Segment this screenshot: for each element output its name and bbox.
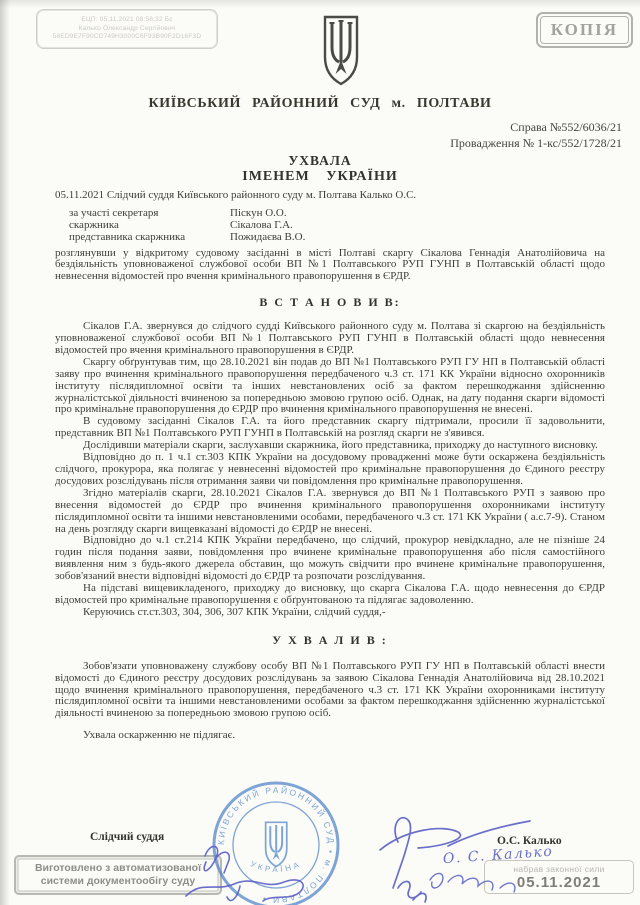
case-number: Справа №552/6036/21 xyxy=(510,120,622,134)
established-paragraph: Згідно матеріалів скарги, 28.10.2021 Сікалов Г.А. звернувся до ВП №1 Полтавського РУП з заявою про внесення відомостей до ЄРДР про вчинення кримінального правопорушення охоронниками інституту післядипломної освіти та іншими невстановленими особами, передбаченого ч.3 ст. 171 КК України ( а.с.7-9). Станом на день розгляду скарги вищевказані відомості до ЄРДР не внесені. xyxy=(55,486,605,535)
participant-row xyxy=(55,231,605,243)
having-considered-paragraph: розглянувши у відкритому судовому засіданні в місті Полтаві скаргу Сікалова Геннадія Анатолійовича на бездіяльність уповноваженої службової особи ВП №1 Полтавського РУП ГУНП в Полтавській області щодо невнесення відомостей про вчення кримінального правопорушення в ЄРДР. xyxy=(55,246,605,283)
participant-role: представника скаржника xyxy=(69,231,186,244)
made-by-automated-system-stamp xyxy=(14,855,222,895)
made-by-stamp-line2: системи документообігу суду xyxy=(40,875,196,887)
ukraine-trident-emblem-icon xyxy=(321,15,361,87)
established-paragraph: На підставі вищевикладеного, приходжу до висновку, що скарга Сікалова Г.А. щодо невнесення до ЄРДР відомостей про кримінальне правопорушення є обґрунтованою та підлягає задоволенню. xyxy=(55,582,605,606)
judge-handwritten-name: О. С. Калько xyxy=(442,843,554,868)
established-paragraph: Сікалов Г.А. звернувся до слідчого судді Київського районного суду м. Полтава зі скаргою на бездіяльність уповноваженої службової особи ВП №1 Полтавського РУП ГУНП в Полтавській області щодо невнесення відомостей про вчення кримінального правопорушення в ЄРДР. xyxy=(55,320,605,356)
no-appeal-line: Ухвала оскарженню не підлягає. xyxy=(83,729,236,742)
proceeding-number: Провадження № 1-кс/552/1728/21 xyxy=(450,135,622,150)
intro-line: 05.11.2021 Слідчий суддя Київського районного суду м. Полтава Калько О.С. xyxy=(55,189,417,201)
case-info xyxy=(450,120,622,151)
established-paragraph: Дослідивши матеріали скарги, заслухавши скаржника, його представника, приходжу до наступного висновку. xyxy=(83,439,598,452)
ruled-paragraph: Зобов'язати уповноважену службову особу ВП №1 Полтавського РУП ГУ НП в Полтавській області внести відомості до Єдиного реєстру досудових розслідувань за заявою Сікалова Геннадія Анатолійовича від 28.10.2021 щодо вчинення кримінального правопорушення, передбаченого ч.3 ст. 171 КК України охоронниками інституту післядипломної освіти та іншими невстановленими особами за фактом перешкоджання здійсненню журналістської діяльності вчиненою за попередньою змовою групою осіб. xyxy=(55,659,605,720)
established-heading: В С Т А Н О В И В: xyxy=(259,295,401,310)
digital-stamp-line1: ЕЦП: 05.11.2021 08:58:32 Бс xyxy=(81,16,173,24)
seal-trident-icon xyxy=(266,822,287,866)
established-paragraph: Відповідно до ч.1 ст.214 КПК України передбачено, що слідчий, прокурор невідкладно, але не пізніше 24 годин після подання заяви, повідомлення про вчинене кримінальне правопорушення або після самостійного виявлення ним з будь-якого джерела обставин, що можуть свідчити про вчинене кримінальне правопорушення, зобов'язаний внести відповідні відомості до ЄРДР та розпочати розслідування. xyxy=(55,534,605,583)
participant-role: скаржника xyxy=(69,219,119,232)
digital-signature-stamp xyxy=(36,9,218,49)
judge-name: О.С. Калько xyxy=(497,835,562,847)
participant-row xyxy=(55,219,605,231)
copy-stamp-label: КОПІЯ xyxy=(540,16,629,44)
established-paragraph: Скаргу обґрунтував тим, що 28.10.2021 він подав до ВП №1 Полтавського РУП ГУ НП в Полтавській області заяву про вчинення кримінального правопорушення передбаченого ч.3 ст. 171 КК України відносно охоронників інституту післядипломної освіти та інших невстановлених осіб за фактом перешкоджання здійсненню журналістської діяльності вчиненою за попередньою змовою групою осіб. Однак, на дату подання скарги відомості про кримінальне правопорушення до ЄРДР про вчинення кримінального правопорушення не внесені. xyxy=(55,355,605,416)
court-round-seal-icon xyxy=(214,783,338,905)
established-paragraph: В судовому засіданні Сікалов Г.А. та його представник скаргу підтримали, просили її задовольнити, представник ВП №1 Полтавського РУП ГУНП в Полтавській на розгляд скарги не з'явився. xyxy=(55,415,605,440)
participant-name: Сікалова Г.А. xyxy=(230,219,293,232)
participant-row xyxy=(55,207,605,219)
participant-name: Піскун О.О. xyxy=(230,206,287,219)
legal-force-date: 05.11.2021 xyxy=(516,874,602,891)
document-title: УХВАЛА xyxy=(288,153,352,168)
legal-force-label: набрав законної сили xyxy=(513,864,605,874)
document-subtitle: ІМЕНЕМ УКРАЇНИ xyxy=(242,169,398,184)
established-paragraph: Відповідно до п. 1 ч.1 ст.303 КПК України на досудовому провадженні може бути оскаржена бездіяльність слідчого, прокурора, яка полягає у невнесенні відомостей про кримінальне правопорушення до Єдиного реєстру досудових розслідувань після отримання заяви чи повідомлення про кримінальне правопорушення. xyxy=(55,451,605,487)
digital-stamp-line3: 58ED9E7F90CD749H3000C6F93B90F2D16F3D xyxy=(52,33,202,41)
ruled-heading: У Х В А Л И В : xyxy=(272,632,388,647)
court-name: КИЇВСЬКИЙ РАЙОННИЙ СУД м. ПОЛТАВИ xyxy=(148,96,492,111)
digital-stamp-line2: Калько Олександр Сергійович xyxy=(78,24,176,32)
seal-inner-text: УКРАЇНА xyxy=(249,859,303,875)
made-by-stamp-line1: Виготовлено з автоматизованої xyxy=(34,862,202,874)
participant-name: Пожидаєва В.О. xyxy=(230,231,306,244)
copy-stamp xyxy=(536,12,633,48)
seal-outer-text: КИЇВСЬКИЙ РАЙОННИЙ СУД • м. ПОЛТАВИ • xyxy=(215,784,337,905)
judge-label: Слідчий суддя xyxy=(90,831,165,843)
svg-text:УКРАЇНА xyxy=(249,859,303,874)
document-body xyxy=(55,190,605,742)
legal-force-stamp xyxy=(484,860,634,894)
svg-text:КИЇВСЬКИЙ РАЙОННИЙ СУД • м. ПО xyxy=(216,784,336,905)
established-paragraph: Керуючись ст.ст.303, 304, 306, 307 КПК України, слідчий суддя,- xyxy=(83,605,386,618)
participant-role: за участі секретаря xyxy=(69,206,159,219)
